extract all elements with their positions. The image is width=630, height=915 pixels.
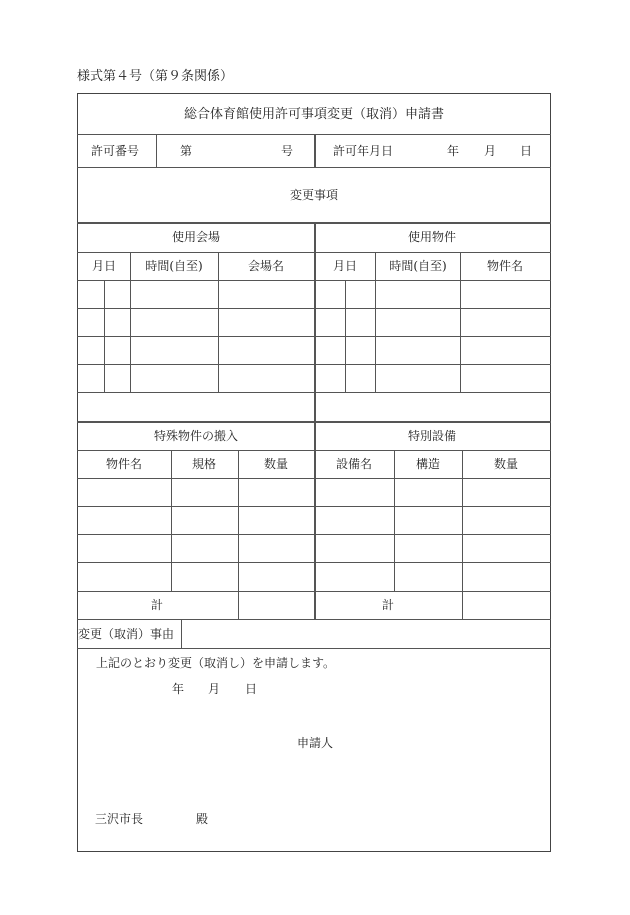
venue-col-time: 時間(自至) bbox=[145, 259, 203, 273]
rule bbox=[238, 450, 239, 619]
special-equipment-header: 特別設備 bbox=[407, 429, 457, 443]
special-col-qty: 数量 bbox=[263, 457, 289, 471]
rule bbox=[314, 222, 316, 421]
special-items-header: 特殊物件の搬入 bbox=[153, 429, 239, 443]
rule bbox=[314, 421, 316, 619]
rule bbox=[104, 280, 105, 392]
rule bbox=[345, 280, 346, 392]
items-col-time: 時間(自至) bbox=[389, 259, 447, 273]
venue-col-name: 会場名 bbox=[247, 259, 285, 273]
statement: 上記のとおり変更（取消し）を申請します。 bbox=[96, 656, 336, 670]
equipment-total: 計 bbox=[381, 598, 395, 612]
rule bbox=[394, 450, 395, 591]
date-year: 年 bbox=[172, 682, 185, 696]
addressee: 三沢市長 bbox=[95, 812, 144, 826]
permit-month: 月 bbox=[484, 144, 497, 158]
rule bbox=[156, 134, 157, 167]
permit-day: 日 bbox=[520, 144, 533, 158]
change-items-label: 変更事項 bbox=[289, 188, 339, 202]
honorific: 殿 bbox=[196, 812, 209, 826]
applicant-label: 申請人 bbox=[297, 736, 334, 750]
items-header: 使用物件 bbox=[407, 230, 457, 244]
date-month: 月 bbox=[208, 682, 221, 696]
rule bbox=[462, 450, 463, 619]
rule bbox=[77, 648, 551, 649]
permit-number-label: 許可番号 bbox=[91, 144, 140, 158]
rule bbox=[314, 134, 316, 167]
equipment-col-name: 設備名 bbox=[335, 457, 373, 471]
rule bbox=[460, 252, 461, 392]
rule bbox=[218, 252, 219, 392]
rule bbox=[130, 252, 131, 392]
equipment-col-structure: 構造 bbox=[415, 457, 441, 471]
items-col-date: 月日 bbox=[332, 259, 358, 273]
venue-col-date: 月日 bbox=[91, 259, 117, 273]
special-col-item: 物件名 bbox=[105, 457, 143, 471]
equipment-col-qty: 数量 bbox=[493, 457, 519, 471]
permit-year: 年 bbox=[447, 144, 460, 158]
rule bbox=[375, 252, 376, 392]
permit-dai: 第 bbox=[180, 144, 193, 158]
form-title: 総合体育館使用許可事項変更（取消）申請書 bbox=[183, 107, 445, 122]
venue-header: 使用会場 bbox=[171, 230, 221, 244]
rule bbox=[77, 619, 551, 620]
form-number: 様式第４号（第９条関係） bbox=[77, 69, 234, 84]
permit-date-label: 許可年月日 bbox=[333, 144, 394, 158]
rule bbox=[181, 619, 182, 648]
permit-go: 号 bbox=[281, 144, 294, 158]
special-total: 計 bbox=[150, 598, 164, 612]
rule bbox=[77, 167, 551, 168]
rule bbox=[171, 450, 172, 591]
reason-label: 変更（取消）事由 bbox=[78, 627, 175, 641]
items-col-name: 物件名 bbox=[486, 259, 524, 273]
special-col-spec: 規格 bbox=[191, 457, 217, 471]
date-day: 日 bbox=[245, 682, 258, 696]
